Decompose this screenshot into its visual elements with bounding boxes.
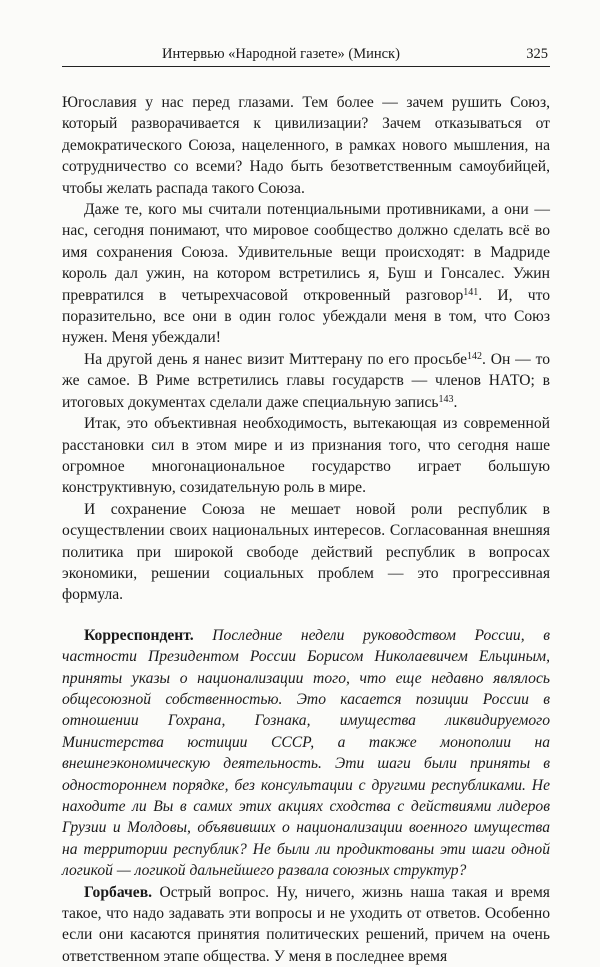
paragraph-text: . Он — то же самое. В Риме встретились главы государств — членов НАТО; в итоговых документах сделали даже специальную запись [62,350,551,411]
interviewee-answer [62,882,550,967]
footnote-ref: 143 [438,393,454,405]
section-gap [62,606,550,625]
page-body [62,92,550,967]
paragraph [62,92,550,199]
running-header [62,44,550,67]
paragraph-text: Даже те, кого мы считали потенциальными противниками, а они — нас, сегодня понимают, что мировое сообщество должно сделать всё во имя сохранения Союза. Удивительные вещи происходят: в Мадриде король дал ужин, на котором встретились я, Буш и Гонсалес. Ужин превратился в четырехчасовой откровенный разговор [62,201,550,304]
answer-text: Острый вопрос. Ну, ничего, жизнь наша такая и время такое, что надо задавать эти вопросы и не уходить от ответов. Особенно если они касаются принятия политических решений, причем на очень ответственном этапе общества. У меня в последнее время [62,883,550,965]
paragraph-text: Югославия у нас перед глазами. Тем более — зачем рушить Союз, который разворачивается к цивилизации? Зачем отказываться от демократического Союза, нацеленного, в рамках нового мышления, на сотрудничество со всеми? Надо быть безответственным самоубийцей, чтобы желать распада такого Союза. [62,94,550,197]
speaker-label: Горбачев. [84,883,153,901]
interviewer-question [62,625,550,882]
paragraph-text: . [453,393,458,411]
speaker-label: Корреспондент. [84,626,194,644]
paragraph-text: . И, что поразительно, все они в один голос убеждали меня в том, что Союз нужен. Меня убеждали! [62,286,550,347]
paragraph [62,349,550,413]
paragraph-text: Итак, это объективная необходимость, вытекающая из современной расстановки сил в этом мире и из признания того, что сегодня наше огромное многонациональное государство играет большую конструктивную, созидательную роль в мире. [62,415,550,497]
footnote-ref: 142 [467,350,482,362]
footnote-ref: 141 [463,286,479,298]
question-text: Последние недели руководством России, в частности Президентом России Борисом Николаевичем Ельциным, приняты указы о национализации того, что еще недавно являлось общесоюзной собственностью. Это касается позиции России в отношении Гохрана, Гознака, имущества ликвидируемого Министерства юстиции СССР, а также монополии на внешнеэкономическую деятельность. Эти шаги были приняты в одностороннем порядке, без консультации с другими республиками. Не находите ли Вы в самих этих акциях сходства с действиями лидеров Грузии и Молдовы, объявивших о национализации военного имущества на территории республик? Не были ли продиктованы эти шаги одной логикой — логикой дальнейшего развала союзных структур? [62,626,550,880]
running-title: Интервью «Народной газете» (Минск) [162,46,400,62]
paragraph [62,413,550,499]
paragraph-text: На другой день я нанес визит Миттерану по его просьбе [84,350,467,368]
page-number: 325 [526,46,548,62]
paragraph-text: И сохранение Союза не мешает новой роли республик в осуществлении своих национальных интересов. Согласованная внешняя политика при широкой свободе действий республик в вопросах экономики, решении социальных проблем — это прогрессивная формула. [62,500,550,604]
paragraph [62,199,550,349]
paragraph [62,499,550,606]
